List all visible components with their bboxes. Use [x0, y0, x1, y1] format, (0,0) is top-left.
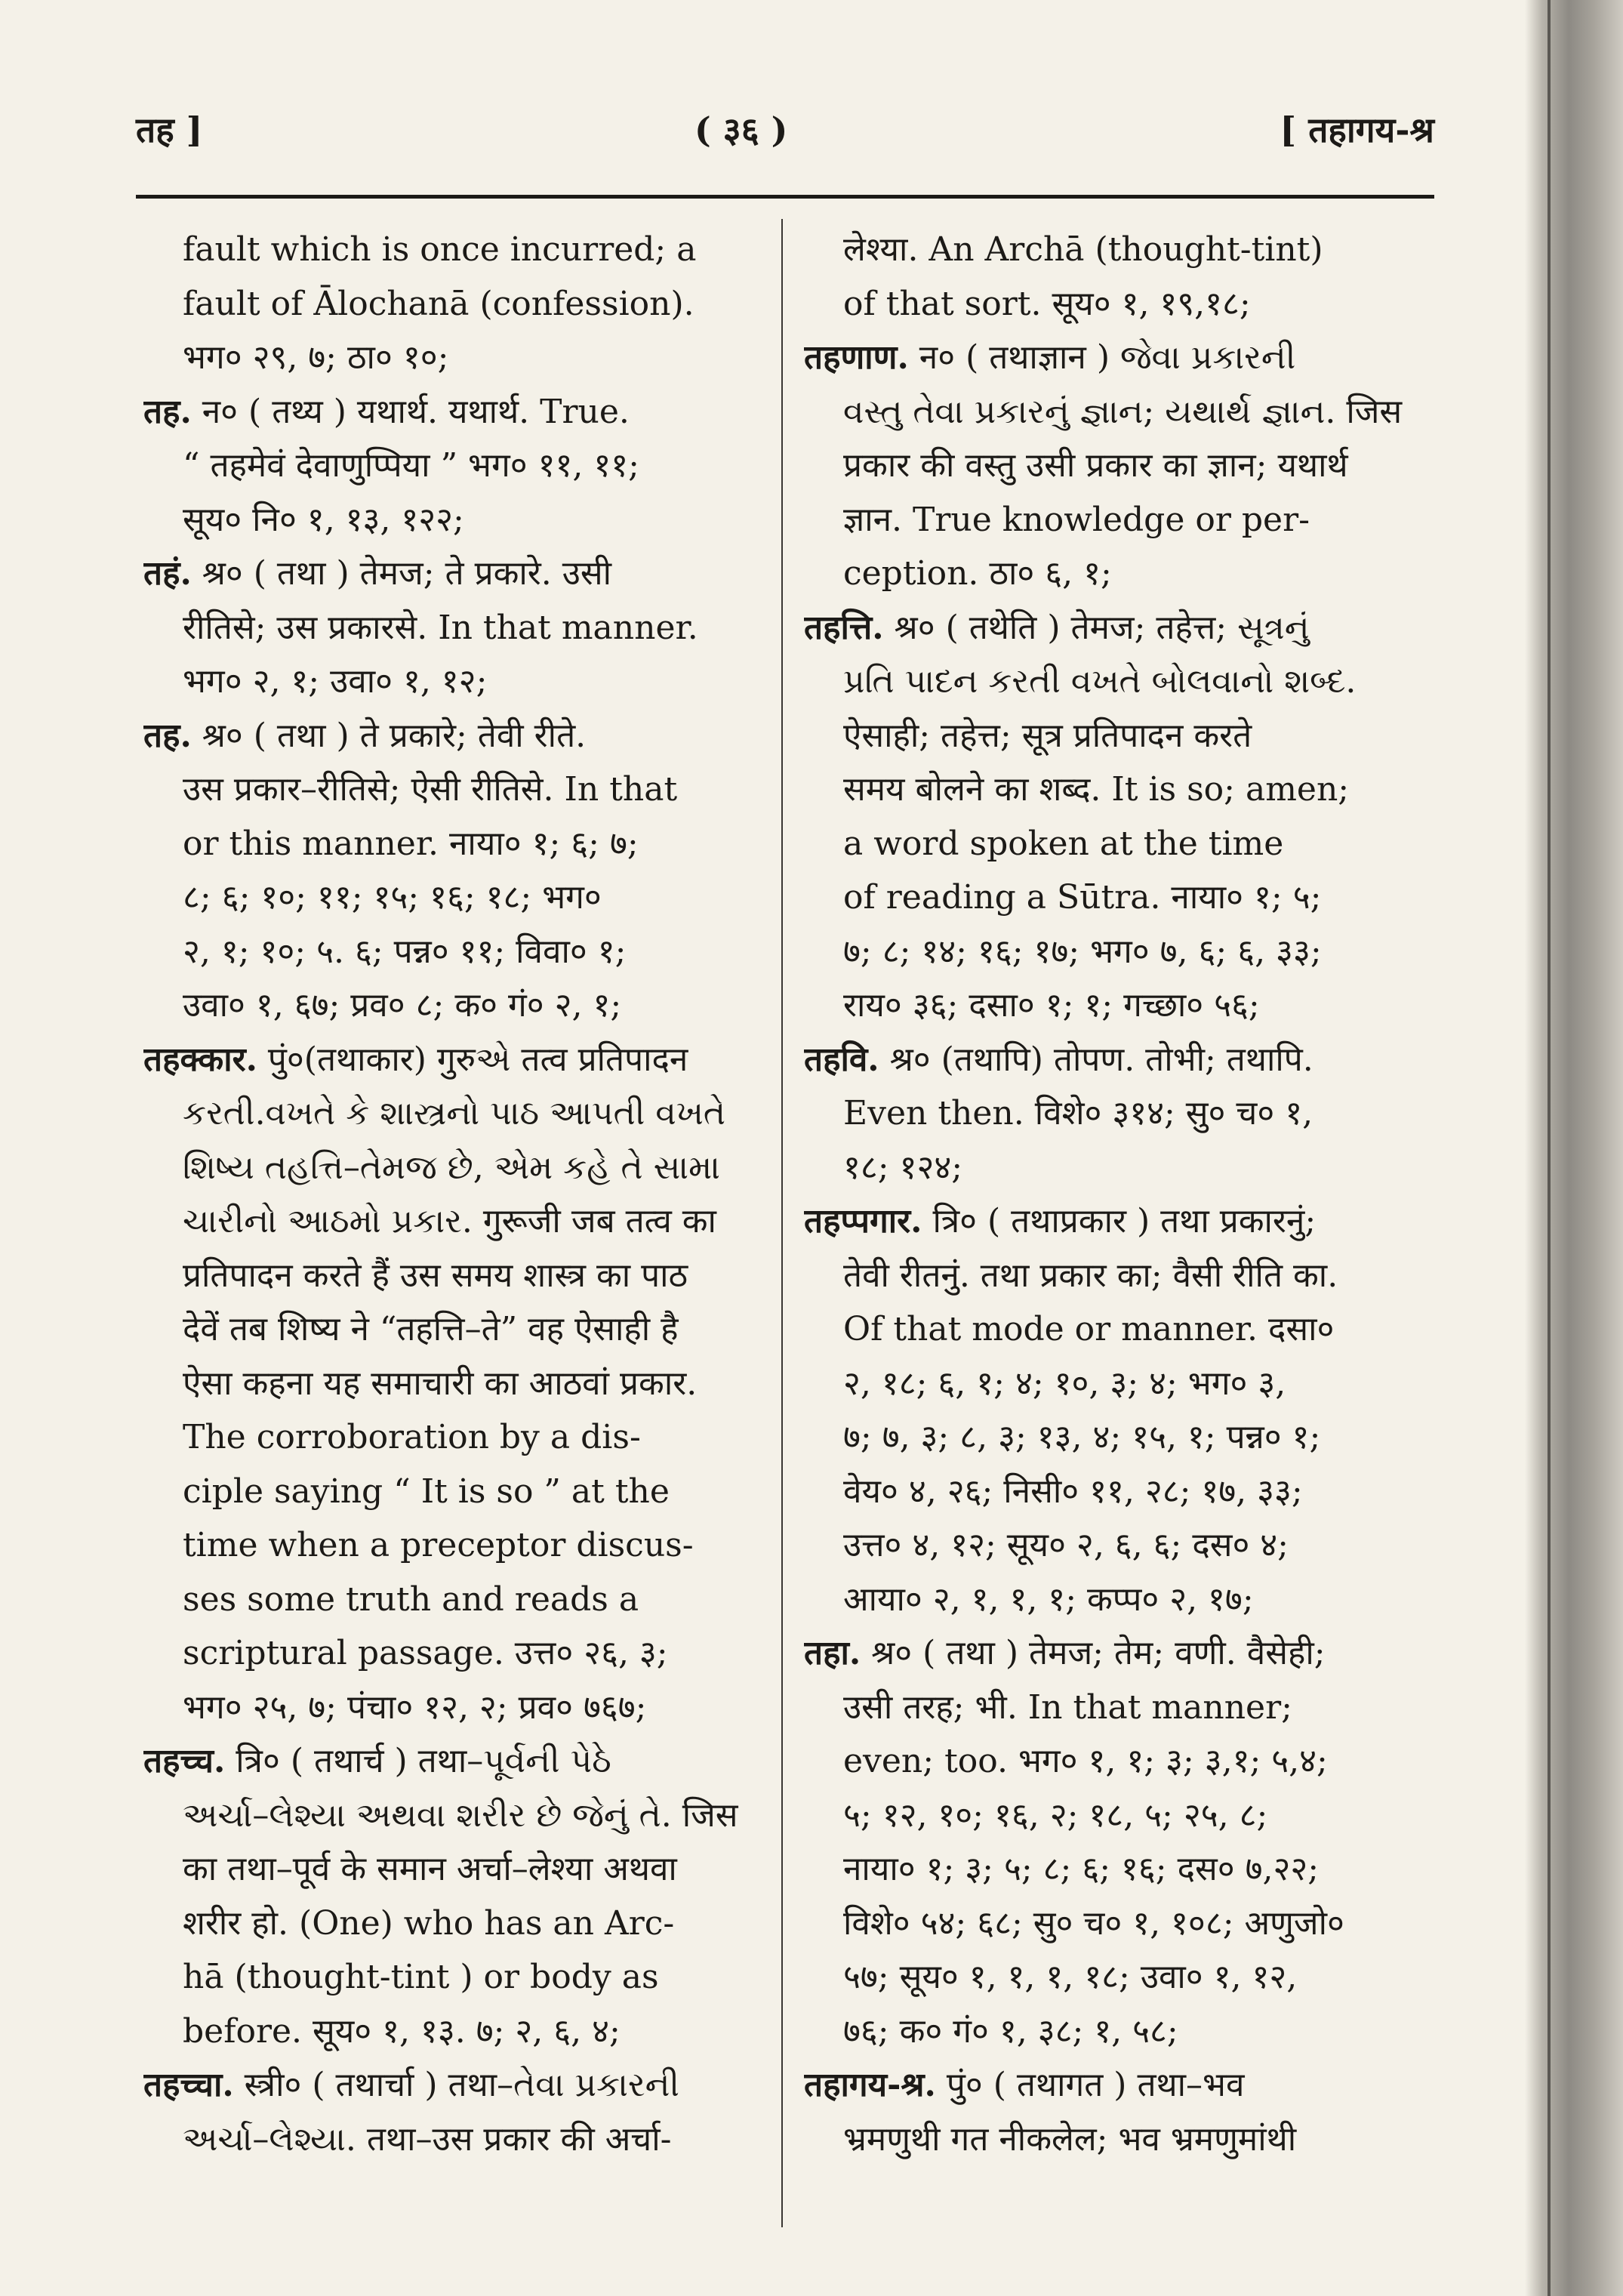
line-text: उस प्रकार–रीतिसे; ऐसी रीतिसे. In that	[183, 770, 678, 809]
entry-line	[804, 2058, 1431, 2113]
line-text: २, १; १०; ५. ६; पन्न० ११; विवा० १;	[183, 932, 627, 971]
page-number: ( ३६ )	[694, 109, 788, 150]
line-text: વસ્તુ તેવા પ્રકારનું જ્ઞાન; યથાર્થ જ્ઞાન. जिस	[843, 392, 1403, 431]
right-column	[804, 223, 1431, 2166]
entry-line	[143, 1734, 770, 1789]
line-text: भग० २५, ७; पंचा० १२, २; प्रव० ७६७;	[183, 1687, 647, 1727]
text-line	[143, 1086, 770, 1141]
entry-line	[143, 547, 770, 601]
text-line	[143, 331, 770, 385]
headword: तहणाण.	[804, 338, 909, 377]
line-text: ऐसाही; तहेत्त; सूत्र प्रतिपादन करते	[843, 716, 1252, 755]
text-line	[143, 277, 770, 331]
text-line	[143, 1249, 770, 1303]
line-text: रीतिसे; उस प्रकारसे. In that manner.	[183, 608, 698, 647]
line-text: का तथा–पूर्व के समान अर्चा–लेश्या अथवा	[183, 1850, 677, 1888]
headword: तहप्पगार.	[804, 1202, 922, 1240]
line-text: समय बोलने का शब्द. It is so; amen;	[843, 770, 1350, 809]
text-line	[143, 1681, 770, 1735]
line-text: even; too. भग० १, १; ३; ३,१; ५,४;	[843, 1742, 1328, 1780]
line-text: विशे० ५४; ६८; सु० च० १, १०८; अणुजो०	[843, 1903, 1344, 1943]
text-line	[143, 601, 770, 655]
text-line	[804, 978, 1431, 1033]
line-text: २, १८; ६, १; ४; १०, ३; ४; भग० ३,	[843, 1364, 1286, 1403]
headword: तहं.	[143, 554, 192, 593]
headword: तहक्कार.	[143, 1040, 257, 1079]
line-text: देवें तब शिष्य ने “तहत्ति–ते” वह ऐसाही है	[183, 1310, 679, 1348]
text-line	[804, 2005, 1431, 2059]
text-line	[804, 655, 1431, 709]
text-line	[143, 1842, 770, 1897]
line-text: કરતી.વખતે કે શાસ્ત્રનો પાઠ આપતી વખતે	[183, 1094, 726, 1133]
text-line	[143, 1897, 770, 1951]
line-text: ५७; सूय० १, १, १, १८; उवा० १, १२,	[843, 1958, 1298, 1996]
text-line	[143, 2005, 770, 2059]
line-text: ५; १२, १०; १६, २; १८, ५; २५, ८;	[843, 1795, 1268, 1835]
text-line	[804, 1086, 1431, 1141]
entry-line	[804, 1033, 1431, 1087]
headword: तहच्चा.	[143, 2066, 234, 2104]
text-line	[804, 1357, 1431, 1411]
line-text: શિષ્ય તહત્તિ–તેમજ છે, એમ કહે તે સામા	[183, 1148, 720, 1187]
text-line	[143, 1518, 770, 1573]
headword: तहत्ति.	[804, 608, 884, 647]
text-line	[143, 763, 770, 817]
line-text: અર્ચા–લેશ્યા. तथा–उस प्रकार की अर्चा-	[183, 2119, 672, 2159]
entry-line	[804, 601, 1431, 655]
entry-line	[804, 1194, 1431, 1249]
line-text: सूय० नि० १, १३, १२२;	[183, 500, 464, 539]
text-line	[804, 871, 1431, 925]
headword: तह.	[143, 716, 192, 755]
line-text: or this manner. नाया० १; ६; ७;	[183, 824, 639, 863]
text-line	[143, 1573, 770, 1627]
line-text: fault which is once incurred; a	[183, 230, 697, 269]
headword: तह.	[143, 392, 192, 431]
line-text: અર્ચા–લેશ્યા અથવા શરીર છે જેનું તે. जिस	[183, 1795, 738, 1835]
text-line	[804, 1897, 1431, 1951]
line-text: आया० २, १, १, १; कप्प० २, १७;	[843, 1579, 1254, 1619]
line-text: ses some truth and reads a	[183, 1579, 639, 1619]
text-line	[804, 1518, 1431, 1573]
text-line	[143, 655, 770, 709]
line-text: of reading a Sūtra. नाया० १; ५;	[843, 878, 1322, 917]
line-text: ७; ७, ३; ८, ३; १३, ४; १५, १; पन्न० १;	[843, 1418, 1321, 1456]
headword: तहवि.	[804, 1040, 879, 1079]
text-line	[143, 1302, 770, 1357]
header-rule	[136, 195, 1434, 199]
line-text: श्र० ( तथा ) तेमज; तेम; वणी. वैसेही;	[861, 1634, 1326, 1672]
text-line	[804, 1249, 1431, 1303]
line-text: श्र० (तथापि) तोपण. तोभी; तथापि.	[879, 1040, 1313, 1079]
text-line	[143, 493, 770, 547]
text-line	[804, 2113, 1431, 2167]
line-text: ७; ८; १४; १६; १७; भग० ७, ६; ६, ३३;	[843, 932, 1322, 971]
text-line	[143, 978, 770, 1033]
line-text: ८; ६; १०; ११; १५; १६; १८; भग०	[183, 878, 602, 917]
line-text: ચારીનો આઠમો પ્રકાર. गुरूजी जब तत्व का	[183, 1202, 716, 1240]
text-line	[804, 547, 1431, 601]
text-line	[143, 1410, 770, 1465]
line-text: Even then. विशे० ३१४; सु० च० १,	[843, 1094, 1313, 1133]
text-line	[143, 2113, 770, 2167]
line-text: वेय० ४, २६; निसी० ११, २८; १७, ३३;	[843, 1472, 1303, 1511]
text-line	[804, 1573, 1431, 1627]
text-line	[804, 277, 1431, 331]
text-line	[804, 1734, 1431, 1789]
line-text: प्रकार की वस्तु उसी प्रकार का ज्ञान; यथार्थ	[843, 446, 1348, 485]
left-column	[143, 223, 770, 2166]
line-text: प्रतिपादन करते हैं उस समय शास्त्र का पाठ	[183, 1256, 688, 1295]
line-text: स्त्री० ( तथार्चा ) तथा–તેવા પ્રકારની	[233, 2066, 680, 2104]
line-text: fault of Ālochanā (confession).	[183, 284, 694, 323]
entry-line	[143, 385, 770, 439]
line-text: time when a preceptor discus-	[183, 1526, 694, 1564]
line-text: ciple saying “ It is so ” at the	[183, 1472, 670, 1511]
text-line	[143, 925, 770, 979]
text-line	[804, 763, 1431, 817]
line-text: The corroboration by a dis-	[183, 1418, 641, 1456]
text-line	[143, 817, 770, 871]
line-text: ception. ठा० ६, १;	[843, 554, 1112, 593]
text-line	[143, 1141, 770, 1195]
text-line	[804, 1141, 1431, 1195]
line-text: तेवी रीतनुं. तथा प्रकार का; वैसी रीति का.	[843, 1256, 1338, 1295]
line-text: भ्रमणुथी गत नीकलेल; भव भ्रमणुमांथी	[843, 2119, 1297, 2159]
page-header	[136, 98, 1434, 166]
line-text: પ્રતિ પાદન કરતી વખતે બોલવાનો શબ્દ.	[843, 662, 1357, 701]
text-line	[804, 1842, 1431, 1897]
text-line	[804, 709, 1431, 763]
text-line	[804, 1681, 1431, 1735]
line-text: of that sort. सूय० १, १९,१८;	[843, 284, 1251, 323]
text-line	[804, 439, 1431, 493]
header-right: [ तहागय-श्र	[1280, 109, 1434, 150]
line-text: भग० २९, ७; ठा० १०;	[183, 338, 449, 377]
text-line	[804, 385, 1431, 439]
line-text: भग० २, १; उवा० १, १२;	[183, 662, 488, 701]
line-text: श्र० ( तथा ) तेमज; ते प्रकारे. उसी	[191, 554, 612, 593]
line-text: लेश्या. An Archā (thought-tint)	[843, 230, 1323, 269]
line-text: शरीर हो. (One) who has an Arc-	[183, 1903, 675, 1943]
line-text: hā (thought-tint ) or body as	[183, 1958, 659, 1996]
text-line	[804, 817, 1431, 871]
text-line	[143, 439, 770, 493]
line-text: न० ( तथ्य ) यथार्थ. यथार्थ. True.	[191, 392, 630, 431]
text-line	[143, 1194, 770, 1249]
line-text: श्र० ( तथेति ) तेमज; तहेत्त; સૂત્રનું	[883, 608, 1310, 647]
line-text: पुं० ( तथागत ) तथा–भव	[935, 2066, 1245, 2104]
entry-line	[804, 331, 1431, 385]
line-text: त्रि० ( तथार्च ) तथा–પૂર્વની પેઠે	[225, 1742, 611, 1780]
text-line	[143, 1789, 770, 1843]
header-left: तह ]	[136, 109, 203, 150]
line-text: Of that mode or manner. दसा०	[843, 1310, 1335, 1348]
text-line	[804, 493, 1431, 547]
text-line	[143, 223, 770, 277]
text-line	[143, 1950, 770, 2005]
line-text: ज्ञान. True knowledge or per-	[843, 500, 1310, 539]
line-text: नाया० १; ३; ५; ८; ६; १६; दस० ७,२२;	[843, 1850, 1320, 1888]
entry-line	[143, 709, 770, 763]
line-text: “ तहमेवं देवाणुप्पिया ” भग० ११, ११;	[183, 446, 639, 485]
text-line	[804, 1789, 1431, 1843]
text-line	[804, 223, 1431, 277]
text-line	[143, 871, 770, 925]
text-line	[804, 1465, 1431, 1519]
line-text: राय० ३६; दसा० १; १; गच्छा० ५६;	[843, 986, 1260, 1025]
text-line	[804, 925, 1431, 979]
line-text: श्र० ( तथा ) ते प्रकारे; तेवी रीते.	[191, 716, 587, 755]
line-text: उत्त० ४, १२; सूय० २, ६, ६; दस० ४;	[843, 1526, 1289, 1564]
headword: तहागय-श्र.	[804, 2066, 936, 2104]
entry-line	[143, 2058, 770, 2113]
line-text: पुं०(तथाकार) गुरुએ तत्व प्रतिपादन	[257, 1040, 688, 1079]
headword: तहा.	[804, 1634, 861, 1672]
column-divider	[781, 219, 783, 2227]
text-line	[804, 1302, 1431, 1357]
line-text: उसी तरह; भी. In that manner;	[843, 1687, 1292, 1727]
text-line	[804, 1950, 1431, 2005]
text-line	[143, 1465, 770, 1519]
line-text: before. सूय० १, १३. ७; २, ६, ४;	[183, 2011, 621, 2051]
line-text: त्रि० ( तथाप्रकार ) तथा प्रकारनुं;	[922, 1202, 1317, 1240]
scan-edge	[1525, 0, 1623, 2296]
text-line	[143, 1626, 770, 1681]
text-line	[143, 1357, 770, 1411]
line-text: scriptural passage. उत्त० २६, ३;	[183, 1634, 668, 1672]
line-text: १८; १२४;	[843, 1148, 963, 1187]
line-text: न० ( तथाज्ञान ) જેવા પ્રકારની	[908, 338, 1296, 377]
entry-line	[804, 1626, 1431, 1681]
headword: तहच्च.	[143, 1742, 226, 1780]
line-text: ऐसा कहना यह समाचारी का आठवां प्रकार.	[183, 1364, 698, 1403]
line-text: a word spoken at the time	[843, 824, 1284, 863]
line-text: उवा० १, ६७; प्रव० ८; क० गं० २, १;	[183, 986, 622, 1025]
entry-line	[143, 1033, 770, 1087]
line-text: ७६; क० गं० १, ३८; १, ५८;	[843, 2011, 1178, 2051]
text-line	[804, 1410, 1431, 1465]
